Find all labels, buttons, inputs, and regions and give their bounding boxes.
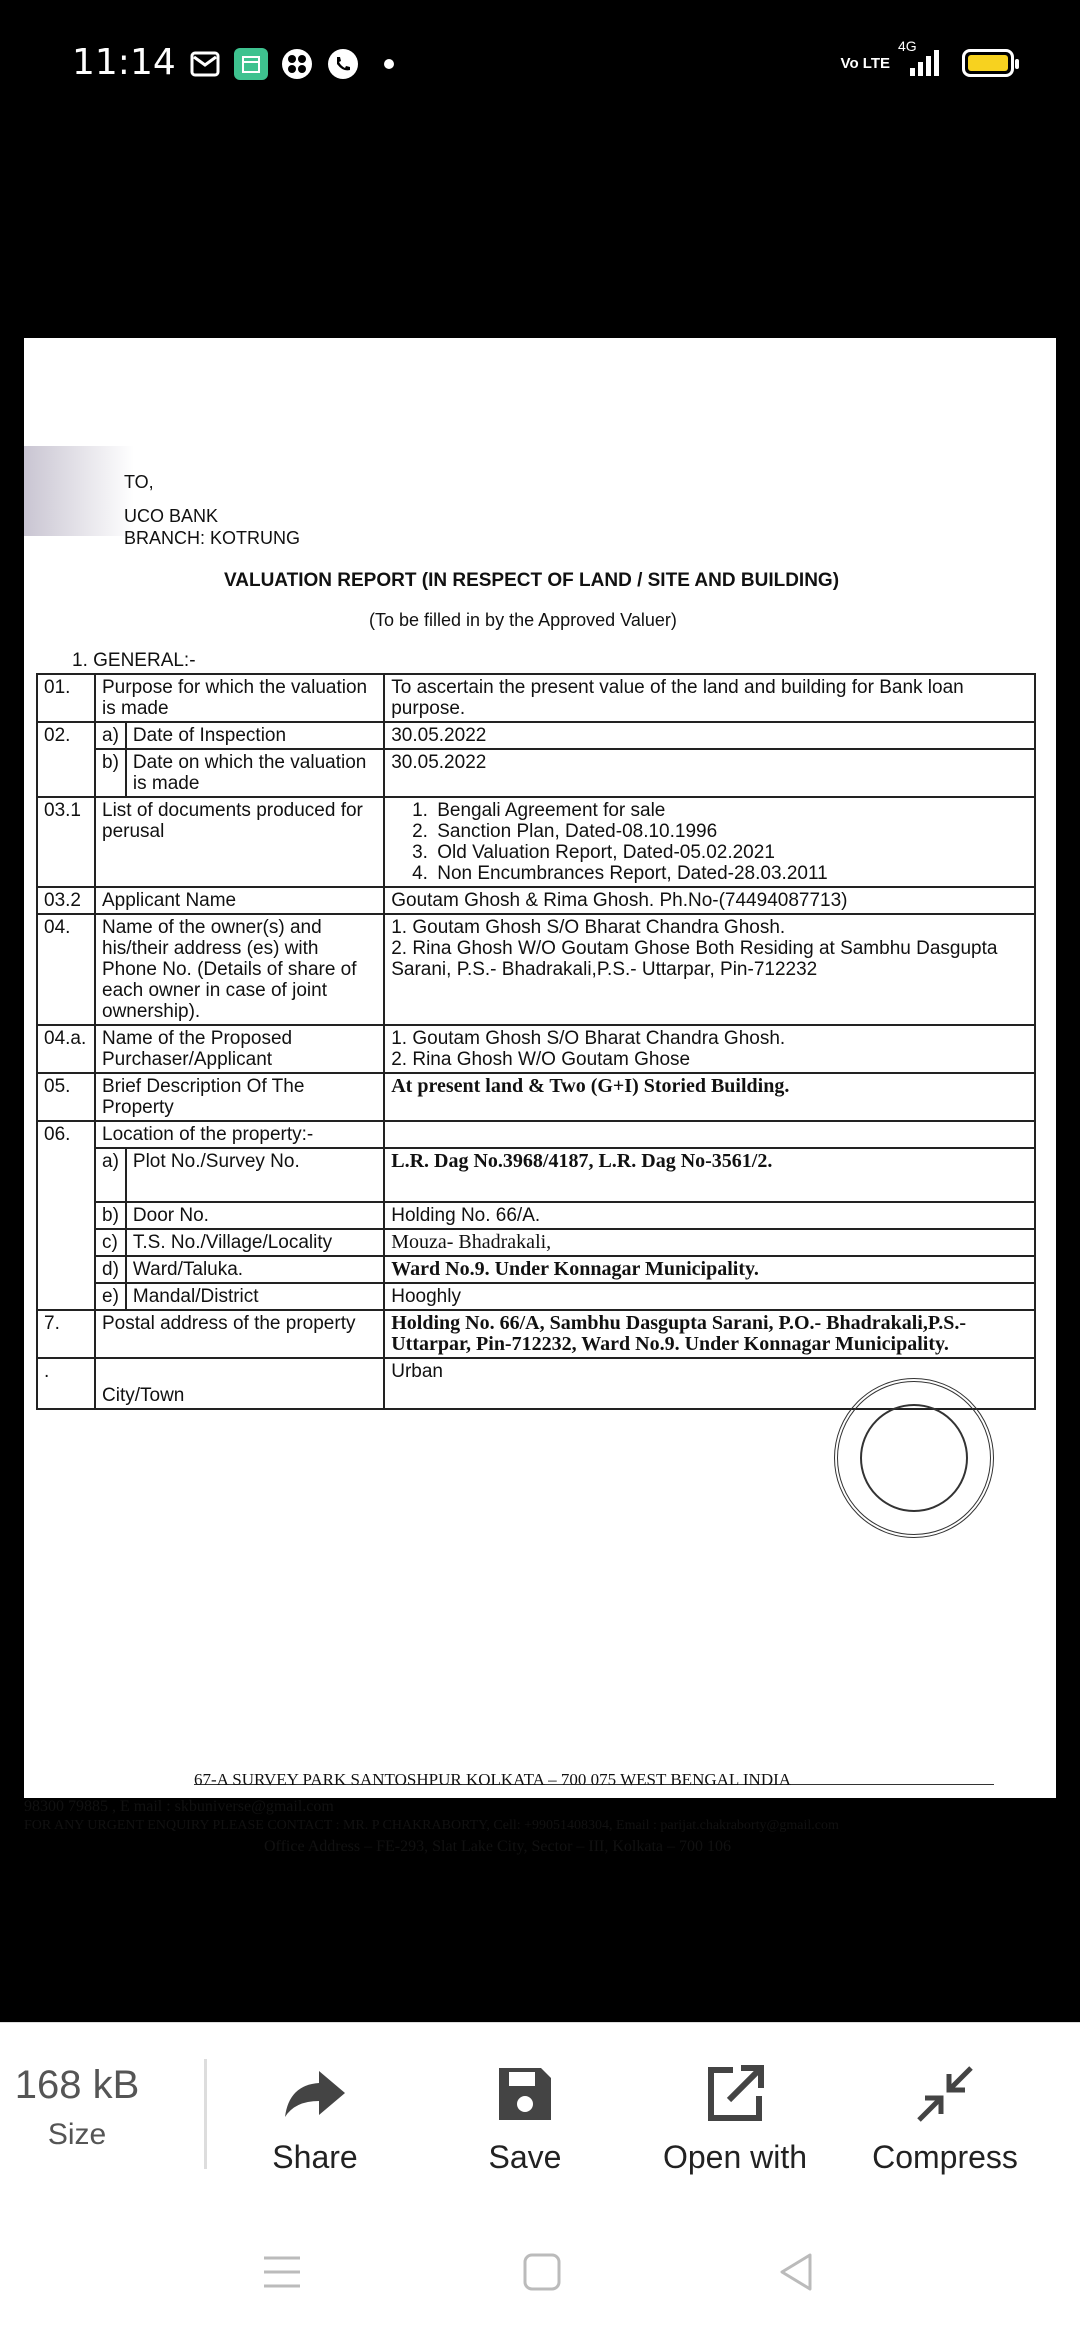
- table-row: [37, 722, 1035, 749]
- row-answer: Holding No. 66/A, Sambhu Dasgupta Sarani, P.O.- Bhadrakali,P.S.-Uttarpar, Pin-712232, Ward No.9. Under Konnagar Municipality.: [384, 1310, 1035, 1358]
- battery-icon: [962, 49, 1014, 77]
- row-question: Ward/Taluka.: [126, 1256, 384, 1283]
- notification-icons: [188, 48, 406, 80]
- row-answer: Ward No.9. Under Konnagar Municipality.: [384, 1256, 1035, 1283]
- document-list: [391, 800, 1028, 884]
- row-number: 04.: [37, 914, 95, 1025]
- save-label: Save: [488, 2139, 562, 2175]
- share-button[interactable]: [230, 2063, 400, 2176]
- row-sub: e): [95, 1283, 126, 1310]
- table-row: [37, 797, 1035, 887]
- row-answer: [384, 914, 1035, 1025]
- purchaser-1: 1. Goutam Ghosh S/O Bharat Chandra Ghosh.: [391, 1028, 786, 1049]
- status-time: 11:14: [72, 42, 176, 83]
- row-sub: a): [95, 722, 126, 749]
- row-answer: [384, 797, 1035, 887]
- row-answer: Goutam Ghosh & Rima Ghosh. Ph.No-(74494087713): [384, 887, 1035, 914]
- recent-apps-button[interactable]: [262, 2252, 302, 2297]
- doc-bank: UCO BANK: [124, 506, 219, 526]
- network-type: 4G: [898, 38, 917, 54]
- row-answer: L.R. Dag No.3968/4187, L.R. Dag No-3561/2.: [384, 1148, 1035, 1202]
- open-with-label: Open with: [662, 2139, 808, 2175]
- scan-shadow: [24, 446, 134, 536]
- valuer-stamp: [834, 1378, 994, 1538]
- row-question: T.S. No./Village/Locality: [126, 1229, 384, 1256]
- system-status-icons: [840, 38, 1014, 78]
- row-answer: [384, 1121, 1035, 1148]
- file-size: [0, 2063, 154, 2152]
- table-row: [37, 887, 1035, 914]
- owner-2: 2. Rina Ghosh W/O Goutam Ghose Both Residing at Sambhu Dasgupta Sarani, P.S.- Bhadrakali,P.S.- Uttarpar, Pin-712232: [391, 938, 998, 980]
- row-sub: d): [95, 1256, 126, 1283]
- table-row: [37, 1073, 1035, 1121]
- row-answer: 30.05.2022: [384, 722, 1035, 749]
- save-button[interactable]: [440, 2063, 610, 2176]
- row-number: 01.: [37, 674, 95, 722]
- row-answer: At present land & Two (G+I) Storied Building.: [384, 1073, 1035, 1121]
- row-question: Location of the property:-: [95, 1121, 384, 1148]
- footer-address: 67-A SURVEY PARK SANTOSHPUR KOLKATA – 700 075 WEST BENGAL INDIA: [194, 1770, 792, 1789]
- row-number: 05.: [37, 1073, 95, 1121]
- row-number: 7.: [37, 1310, 95, 1358]
- file-size-value: 168 kB: [14, 2063, 140, 2107]
- row-sub: b): [95, 1202, 126, 1229]
- table-row: [37, 1229, 1035, 1256]
- row-answer: To ascertain the present value of the land and building for Bank loan purpose.: [384, 674, 1035, 722]
- row-answer: Urban: [384, 1358, 1035, 1409]
- purchaser-2: 2. Rina Ghosh W/O Goutam Ghose: [391, 1049, 691, 1070]
- row-answer: 30.05.2022: [384, 749, 1035, 797]
- row-sub: c): [95, 1229, 126, 1256]
- navigation-bar: [0, 2204, 1080, 2340]
- table-row: [37, 1148, 1035, 1202]
- file-size-label: Size: [47, 2118, 107, 2151]
- row-question: Date on which the valuation is made: [126, 749, 384, 797]
- document-image[interactable]: [24, 338, 1056, 1855]
- row-answer: Hooghly: [384, 1283, 1035, 1310]
- doc-title: VALUATION REPORT (IN RESPECT OF LAND / SITE AND BUILDING): [224, 570, 840, 591]
- volte-indicator: Vo LTE: [840, 54, 890, 72]
- row-answer: Mouza- Bhadrakali,: [384, 1229, 1035, 1256]
- status-bar: [0, 0, 1080, 130]
- doc-section-general: 1. GENERAL:-: [72, 650, 196, 671]
- owner-1: 1. Goutam Ghosh S/O Bharat Chandra Ghosh.: [391, 917, 786, 938]
- list-item: 4. Non Encumbrances Report, Dated-28.03.2011: [433, 863, 1028, 884]
- calendar-app-icon: [234, 48, 268, 80]
- row-number: 03.1: [37, 797, 95, 887]
- row-question: Brief Description Of The Property: [95, 1073, 384, 1121]
- table-row: [37, 1202, 1035, 1229]
- more-notifications-dot-icon: [372, 48, 406, 80]
- email-icon: [188, 48, 222, 80]
- open-with-icon: [650, 2063, 820, 2125]
- compress-label: Compress: [872, 2139, 1018, 2175]
- table-row: [37, 914, 1035, 1025]
- table-row: [37, 1310, 1035, 1358]
- valuation-table: [36, 673, 1036, 1410]
- share-icon: [230, 2063, 400, 2125]
- list-item: 1. Bengali Agreement for sale: [433, 800, 1028, 821]
- row-question: List of documents produced for perusal: [95, 797, 384, 887]
- doc-branch: BRANCH: KOTRUNG: [124, 528, 301, 548]
- compress-button[interactable]: [860, 2063, 1030, 2176]
- table-row: [37, 1256, 1035, 1283]
- row-question: Mandal/District: [126, 1283, 384, 1310]
- list-item: 3. Old Valuation Report, Dated-05.02.2021: [433, 842, 1028, 863]
- doc-subtitle: (To be filled in by the Approved Valuer): [369, 610, 677, 630]
- row-question: Plot No./Survey No.: [126, 1148, 384, 1202]
- row-question: Applicant Name: [95, 887, 384, 914]
- open-with-button[interactable]: [650, 2063, 820, 2176]
- compress-icon: [860, 2063, 1030, 2125]
- row-sub: a): [95, 1148, 126, 1202]
- footer-contact: 98300 79885 , E mail : skbuniverse@gmail.com: [24, 1798, 334, 1815]
- row-question: Name of the owner(s) and his/their address (es) with Phone No. (Details of share of each owner in case of joint ownership).: [95, 914, 384, 1025]
- row-sub: b): [95, 749, 126, 797]
- table-row: [37, 1121, 1035, 1148]
- row-answer: Holding No. 66/A.: [384, 1202, 1035, 1229]
- list-item: 2. Sanction Plan, Dated-08.10.1996: [433, 821, 1028, 842]
- footer-office: Office Address – FE-293, Slat Lake City, Sector – III, Kolkata – 700 106: [264, 1838, 732, 1855]
- grid-app-icon: [280, 48, 314, 80]
- toolbar-divider: [204, 2059, 207, 2169]
- footer-urgent: FOR ANY URGENT ENQUIRY PLEASE CONTACT : MR. P CHAKRABORTY, Cell: +99051408304, Email : parijat.chakraborty@gmail.com: [24, 1818, 839, 1833]
- row-question: City/Town: [95, 1358, 384, 1409]
- save-icon: [440, 2063, 610, 2125]
- row-number: 02.: [37, 722, 95, 797]
- row-number: .: [37, 1358, 95, 1409]
- back-button[interactable]: [776, 2252, 816, 2297]
- home-button[interactable]: [522, 2252, 562, 2297]
- phone-call-icon: [326, 48, 360, 80]
- table-row: [37, 749, 1035, 797]
- table-row: [37, 674, 1035, 722]
- row-question: Postal address of the property: [95, 1310, 384, 1358]
- row-question: Purpose for which the valuation is made: [95, 674, 384, 722]
- row-number: 03.2: [37, 887, 95, 914]
- share-label: Share: [272, 2139, 358, 2175]
- doc-to: TO,: [124, 472, 154, 492]
- signal-icon: [898, 38, 948, 78]
- row-number: 06.: [37, 1121, 95, 1310]
- row-answer: [384, 1025, 1035, 1073]
- row-question: Door No.: [126, 1202, 384, 1229]
- row-question: Date of Inspection: [126, 722, 384, 749]
- table-row: [37, 1025, 1035, 1073]
- row-question: Name of the Proposed Purchaser/Applicant: [95, 1025, 384, 1073]
- table-row: [37, 1283, 1035, 1310]
- file-actions-toolbar: [0, 2022, 1080, 2204]
- row-number: 04.a.: [37, 1025, 95, 1073]
